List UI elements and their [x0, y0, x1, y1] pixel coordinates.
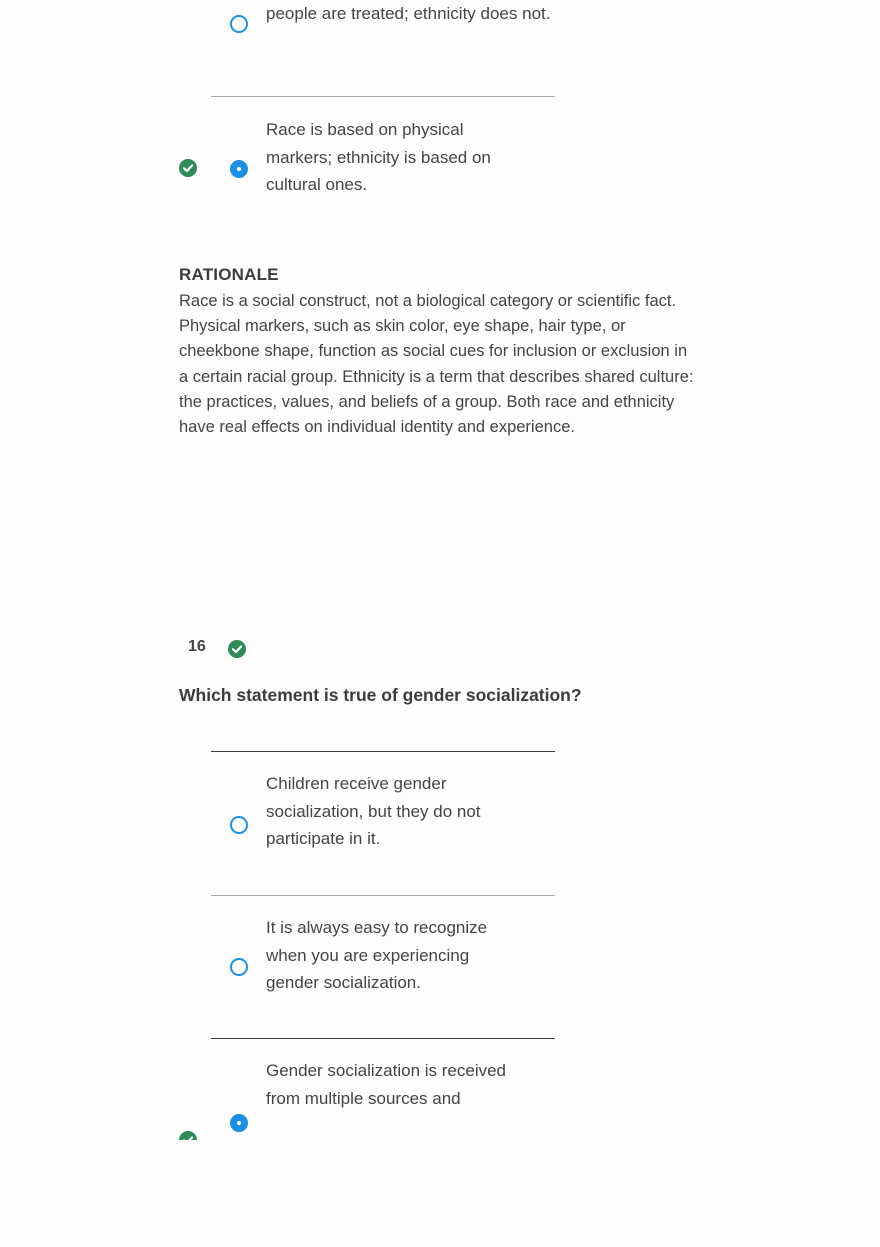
check-circle-icon	[179, 1131, 197, 1140]
divider	[211, 96, 555, 97]
divider	[211, 1038, 555, 1039]
q16-option-c-radio[interactable]	[230, 1114, 248, 1132]
q16-option-c-text[interactable]: Gender socialization is received from multiple sources and	[266, 1061, 507, 1108]
question-text: Which statement is true of gender socialization?	[179, 685, 582, 705]
question-number: 16	[188, 638, 206, 655]
rationale-body: Race is a social construct, not a biological category or scientific fact. Physical markers, such as skin color, eye shape, hair type, or cheekbone shape, function as social cues for inclusion or exclusion in a certain racial group. Ethnicity is a term that describes shared culture: the practices, values, and beliefs of a group. Both race and ethnicity have real effects on individual identity and experience.	[179, 292, 694, 437]
divider	[211, 751, 555, 752]
q16-option-b-text[interactable]: It is always easy to recognize when you are experiencing gender socialization.	[266, 918, 488, 992]
q16-option-a-text[interactable]: Children receive gender socialization, but they do not participate in it.	[266, 774, 481, 848]
q15-option-b-radio[interactable]	[230, 160, 248, 178]
q16-option-b-radio[interactable]	[230, 958, 248, 976]
check-circle-icon	[179, 159, 197, 177]
check-circle-icon	[228, 640, 246, 658]
rationale-title: RATIONALE	[179, 265, 279, 284]
q15-option-a-text[interactable]: people are treated; ethnicity does not.	[266, 4, 551, 23]
q15-option-b-text[interactable]: Race is based on physical markers; ethnicity is based on cultural ones.	[266, 120, 491, 194]
q15-option-a-radio[interactable]	[230, 15, 248, 33]
q16-option-a-radio[interactable]	[230, 816, 248, 834]
divider	[211, 895, 555, 896]
